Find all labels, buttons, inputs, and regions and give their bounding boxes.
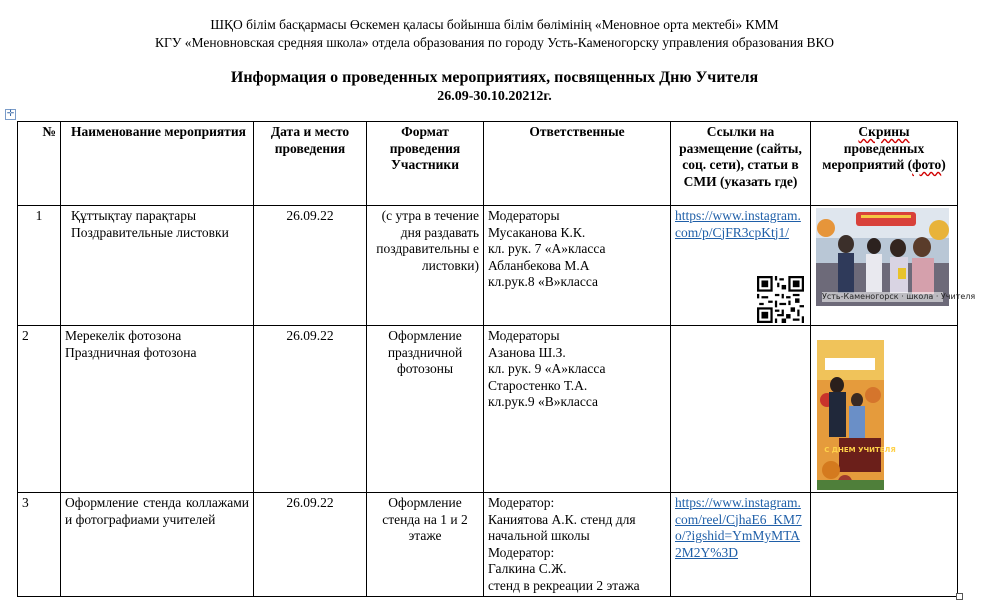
row2-format: Оформление праздничной фотозоны bbox=[367, 326, 484, 493]
document-title: Информация о проведенных мероприятиях, посвященных Дню Учителя bbox=[230, 69, 759, 86]
row3-links bbox=[671, 493, 811, 597]
row3-resp-1: Каниятова А.К. стенд для начальной школы bbox=[488, 511, 636, 543]
row2-resp-0: Модераторы bbox=[488, 328, 560, 343]
row1-num: 1 bbox=[18, 206, 61, 326]
header-links: Ссылки на размещение (сайты, соц. сети), статьи в СМИ (указать где) bbox=[671, 122, 811, 206]
row2-date: 26.09.22 bbox=[254, 326, 367, 493]
header-date: Дата и место проведения bbox=[254, 122, 367, 206]
row3-instagram-link[interactable]: https://www.instagram.com/reel/CjhaE6_KM7o/?igshid=YmMyMTA2M2Y%3D bbox=[675, 495, 802, 560]
table-row bbox=[18, 206, 958, 326]
row1-instagram-link[interactable]: https://www.instagram.com/p/CjFR3cpKtj1/ bbox=[675, 208, 801, 240]
row3-format: Оформление стенда на 1 и 2 этаже bbox=[367, 493, 484, 597]
table-resize-handle-icon[interactable] bbox=[956, 593, 963, 600]
row1-resp-0: Модераторы bbox=[488, 208, 560, 223]
row1-links bbox=[671, 206, 811, 326]
row2-links bbox=[671, 326, 811, 493]
row1-responsible bbox=[484, 206, 671, 326]
table-move-handle-icon[interactable]: ✛ bbox=[6, 109, 15, 119]
photo-photozone-image bbox=[817, 340, 896, 490]
row2-banner-text: С ДНЕМ УЧИТЕЛЯ bbox=[824, 446, 896, 454]
row1-resp-1: Мусаканова К.К. bbox=[488, 224, 586, 240]
row2-responsible bbox=[484, 326, 671, 493]
row3-resp-0: Модератор: bbox=[488, 495, 555, 510]
header-line-2: КГУ «Меновновская средняя школа» отдела образования по городу Усть-Каменогорску управления образования ВКО bbox=[155, 35, 834, 50]
table-header-row bbox=[18, 122, 958, 206]
row1-date: 26.09.22 bbox=[254, 206, 367, 326]
row1-photo bbox=[816, 208, 976, 306]
row3-responsible bbox=[484, 493, 671, 597]
row3-resp-2: Модератор: bbox=[488, 544, 555, 560]
header-screens-word: Скрины bbox=[858, 124, 910, 139]
header-screens-photo: фото bbox=[912, 157, 942, 172]
document-subtitle: 26.09-30.10.20212г. bbox=[437, 89, 552, 104]
row2-resp-1: Азанова Ш.З. bbox=[488, 344, 566, 360]
row1-name-ru: Поздравительные листовки bbox=[71, 224, 229, 240]
header-num: № bbox=[18, 122, 61, 206]
row1-resp-4: кл.рук.8 «В»класса bbox=[488, 274, 598, 289]
row1-resp-2: кл. рук. 7 «А»класса bbox=[488, 241, 606, 256]
row3-num: 3 bbox=[18, 493, 61, 597]
header-screens-close: ) bbox=[941, 157, 946, 172]
row1-format: (с утра в течение дня раздавать поздравительны е листовки) bbox=[367, 206, 484, 326]
row2-name-ru: Праздничная фотозона bbox=[65, 344, 197, 360]
row1-screens bbox=[811, 206, 976, 326]
row2-name-kk: Мерекелік фотозона bbox=[65, 328, 182, 343]
table-row bbox=[18, 493, 958, 597]
table-row bbox=[18, 326, 958, 493]
row2-resp-2: кл. рук. 9 «А»класса bbox=[488, 361, 606, 376]
row2-resp-4: кл.рук.9 «В»класса bbox=[488, 394, 598, 409]
row2-resp-3: Старостенко Т.А. bbox=[488, 377, 588, 393]
row2-name bbox=[61, 326, 254, 493]
header-line-1: ШҚО білім басқармасы Өскемен қаласы бойынша білім бөлімінің «Меновное орта мектебі» КММ bbox=[210, 17, 779, 32]
qr-code-icon bbox=[757, 276, 804, 323]
header-format: Формат проведения Участники bbox=[367, 122, 484, 206]
row2-num: 2 bbox=[18, 326, 61, 493]
row1-resp-3: Абланбекова М.А bbox=[488, 257, 590, 273]
header-screens-rest: проведенных мероприятий ( bbox=[822, 140, 925, 172]
row3-screens bbox=[811, 493, 958, 597]
row3-resp-3: Галкина С.Ж. bbox=[488, 561, 567, 576]
row3-name: Оформление стенда коллажами и фотографиами учителей bbox=[61, 493, 254, 597]
row1-name-kk: Құттықтау парақтары bbox=[71, 208, 197, 223]
header-screens bbox=[811, 122, 958, 206]
row1-name bbox=[61, 206, 254, 326]
row3-resp-4: стенд в рекреации 2 этажа bbox=[488, 577, 640, 593]
events-table bbox=[17, 121, 976, 597]
row3-date: 26.09.22 bbox=[254, 493, 367, 597]
header-responsible: Ответственные bbox=[484, 122, 671, 206]
row1-photo-caption: Усть-Каменогорск · школа · Учителя bbox=[822, 292, 976, 301]
header-name: Наименование мероприятия bbox=[61, 122, 254, 206]
row2-screens bbox=[811, 326, 958, 493]
